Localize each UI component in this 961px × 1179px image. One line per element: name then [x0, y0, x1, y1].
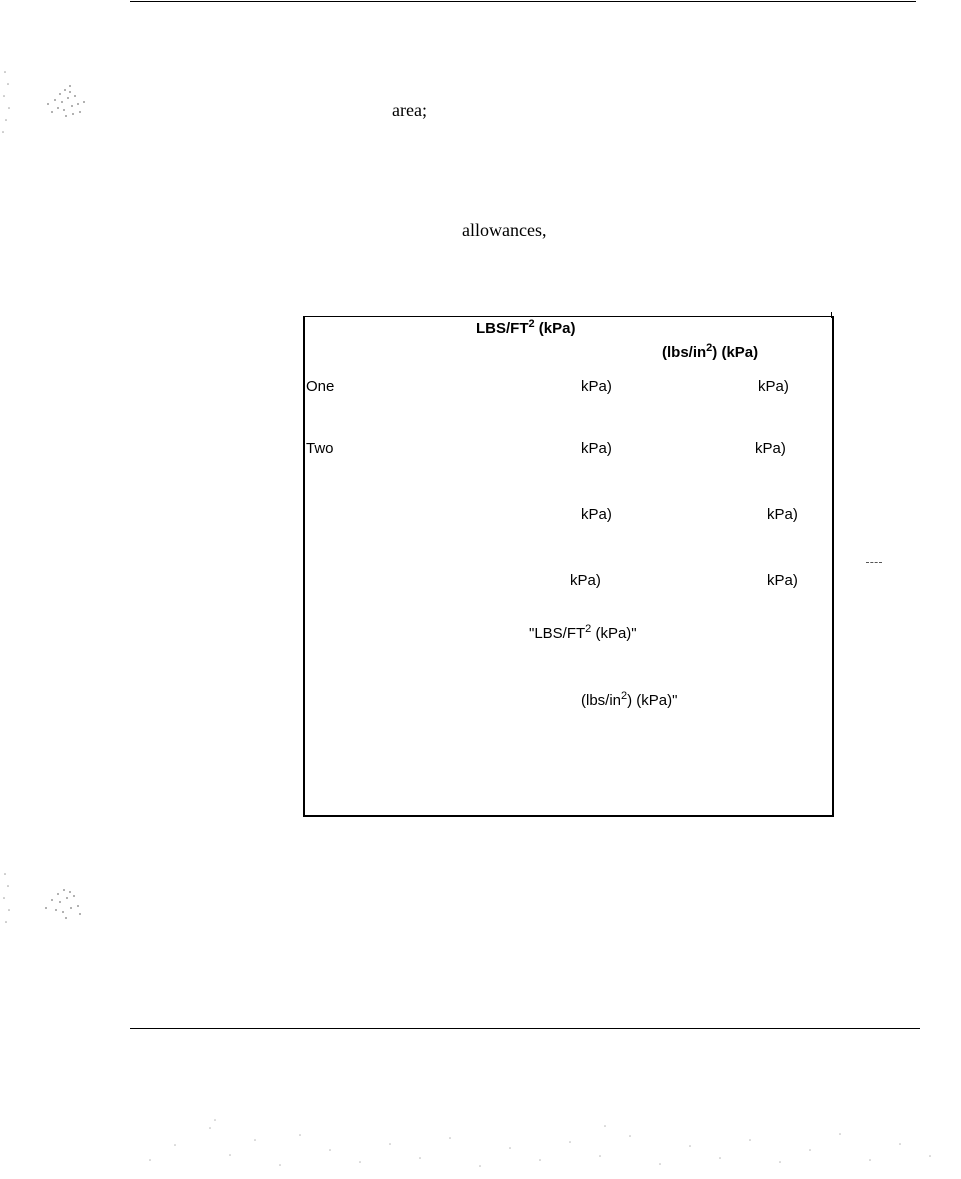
table-row-cell: kPa) [570, 572, 601, 589]
stray-scan-mark [866, 562, 882, 563]
punch-hole-speckle-bottom [0, 866, 95, 936]
body-word-area: area; [392, 100, 427, 120]
table-note-lbs-in2: $(lbs/in^2)$ (kPa)" [581, 690, 678, 709]
speckle-dots-bottom [3, 873, 81, 923]
table-row-cell: kPa) [581, 378, 612, 395]
scan-noise-dots [149, 1119, 931, 1167]
table-row-cell: kPa) [755, 440, 786, 457]
table-row-cell: kPa) [581, 506, 612, 523]
table-header-unit-1: LBS/$FT^2$ (kPa) [476, 318, 576, 337]
table-note-lbs-ft2: "$LBS/FT^2$ (kPa)" [529, 623, 637, 642]
table-row-cell: kPa) [758, 378, 789, 395]
table-row-cell: kPa) [581, 440, 612, 457]
table-row-cell: kPa) [767, 572, 798, 589]
bottom-rule [130, 1028, 920, 1029]
table-row-cell: kPa) [767, 506, 798, 523]
table-row-label: One [306, 378, 335, 395]
load-table [303, 316, 834, 817]
body-word-allowances: allowances, [462, 220, 547, 240]
top-rule [130, 1, 916, 2]
table-header-unit-2: $(lbs/in^2)$ (kPa) [662, 342, 759, 361]
scan-noise-band [0, 1100, 961, 1179]
speckle-dots-top [2, 71, 85, 133]
punch-hole-speckle-top [0, 62, 95, 142]
table-row-label: Two [306, 440, 334, 457]
